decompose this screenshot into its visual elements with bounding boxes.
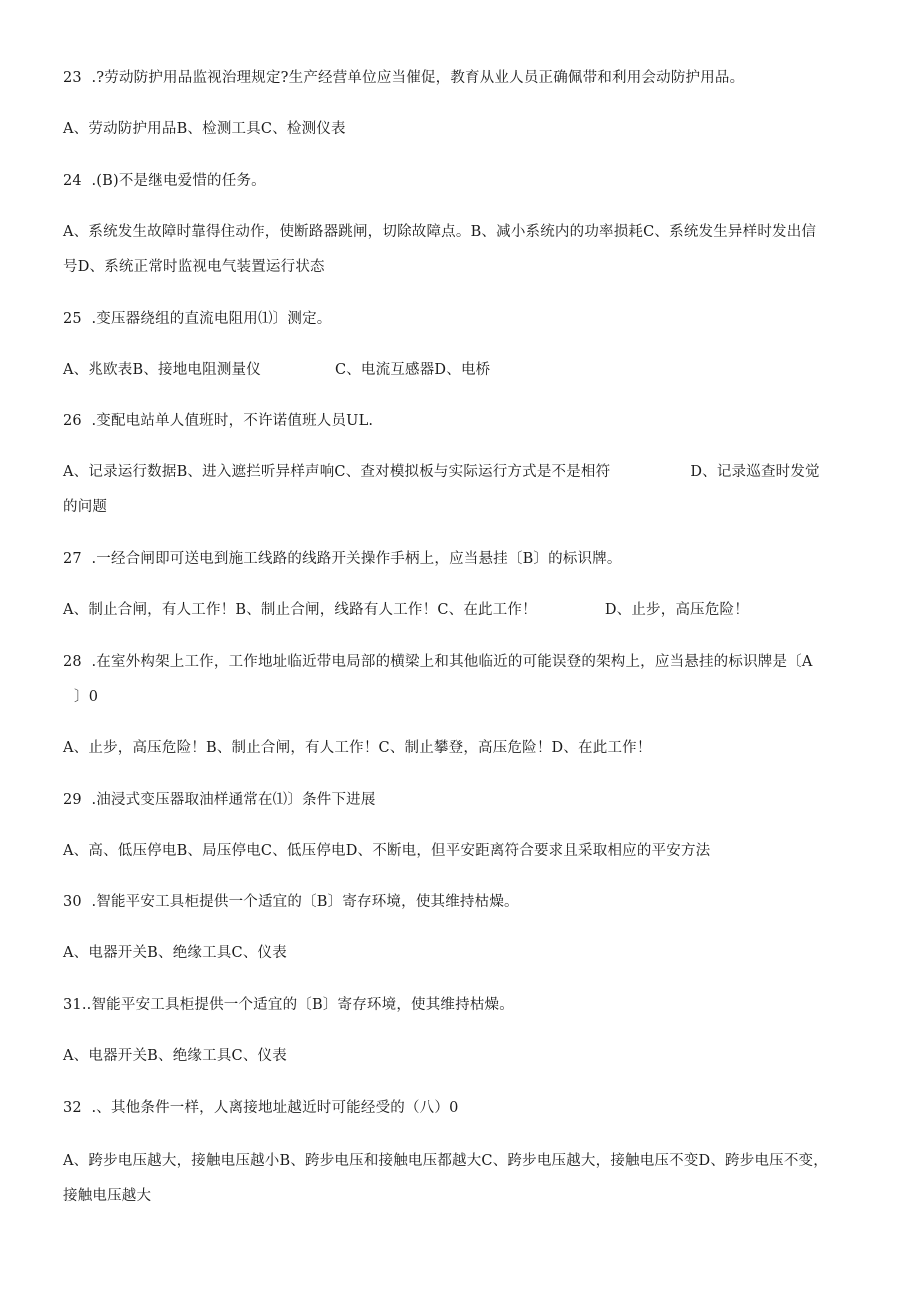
question-32-options-line2: 接触电压越大 <box>63 1188 152 1204</box>
question-26-options <box>63 462 863 482</box>
question-24-options-line2: 号D、系统正常时监视电气装置运行状态 <box>63 259 325 275</box>
question-27-stem: 27 .一经合闸即可送电到施工线路的线路开关操作手柄上，应当悬挂〔B〕的标识牌。 <box>63 551 622 567</box>
question-30-stem: 30 .智能平安工具柜提供一个适宜的〔B〕寄存环境，使其维持枯燥。 <box>63 894 519 910</box>
question-28-options: A、止步，高压危险！B、制止合闸，有人工作！C、制止攀登，高压危险！D、在此工作！ <box>63 740 652 756</box>
question-27-options <box>63 600 863 620</box>
question-25-stem: 25 .变压器绕组的直流电阻用⑴〕测定。 <box>63 311 332 327</box>
question-28-stem-line2: 〕0 <box>74 689 99 705</box>
question-24-stem: 24 .(B)不是继电爱惜的任务。 <box>63 173 266 189</box>
question-30-options: A、电器开关B、绝缘工具C、仪表 <box>63 945 287 961</box>
question-32-options-line1: A、跨步电压越大，接触电压越小B、跨步电压和接触电压都越大C、跨步电压越大，接触电压不变D、跨步电压不变， <box>63 1153 828 1169</box>
question-26-options-line2: 的问题 <box>63 499 108 515</box>
question-27-options-a: A、制止合闸，有人工作！B、制止合闸，线路有人工作！C、在此工作！ <box>63 602 537 618</box>
question-31-stem: 31..智能平安工具柜提供一个适宜的〔B〕寄存环境，使其维持枯燥。 <box>63 997 514 1013</box>
question-25-options <box>63 360 863 380</box>
question-26-options-b: D、记录巡查时发觉 <box>690 464 820 480</box>
question-26-options-a: A、记录运行数据B、进入遮拦听异样声响C、查对模拟板与实际运行方式是不是相符 <box>63 464 611 480</box>
question-26-stem: 26 .变配电站单人值班时，不许诺值班人员UL. <box>63 413 374 429</box>
question-29-stem: 29 .油浸式变压器取油样通常在⑴〕条件下进展 <box>63 792 376 808</box>
question-31-options: A、电器开关B、绝缘工具C、仪表 <box>63 1048 287 1064</box>
question-25-options-b: C、电流互感器D、电桥 <box>334 362 491 378</box>
question-25-options-a: A、兆欧表B、接地电阻测量仪 <box>63 362 261 378</box>
question-29-options: A、高、低压停电B、局压停电C、低压停电D、不断电，但平安距离符合要求且采取相应的平安方法 <box>63 843 711 859</box>
question-27-options-b: D、止步，高压危险！ <box>604 602 749 618</box>
question-28-stem-line1: 28 .在室外构架上工作，工作地址临近带电局部的横梁上和其他临近的可能误登的架构上，应当悬挂的标识牌是〔A <box>63 654 813 670</box>
question-24-options-line1: A、系统发生故障时靠得住动作，使断路器跳闸，切除故障点。B、减小系统内的功率损耗C、系统发生异样时发出信 <box>63 224 817 240</box>
question-32-stem: 32 .、其他条件一样，人离接地址越近时可能经受的（八）0 <box>63 1100 459 1116</box>
question-23-stem: 23 .?劳动防护用品监视治理规定?生产经营单位应当催促，教育从业人员正确佩带和利用会动防护用品。 <box>63 70 745 86</box>
question-23-options: A、劳动防护用品B、检测工具C、检测仪表 <box>63 121 346 137</box>
